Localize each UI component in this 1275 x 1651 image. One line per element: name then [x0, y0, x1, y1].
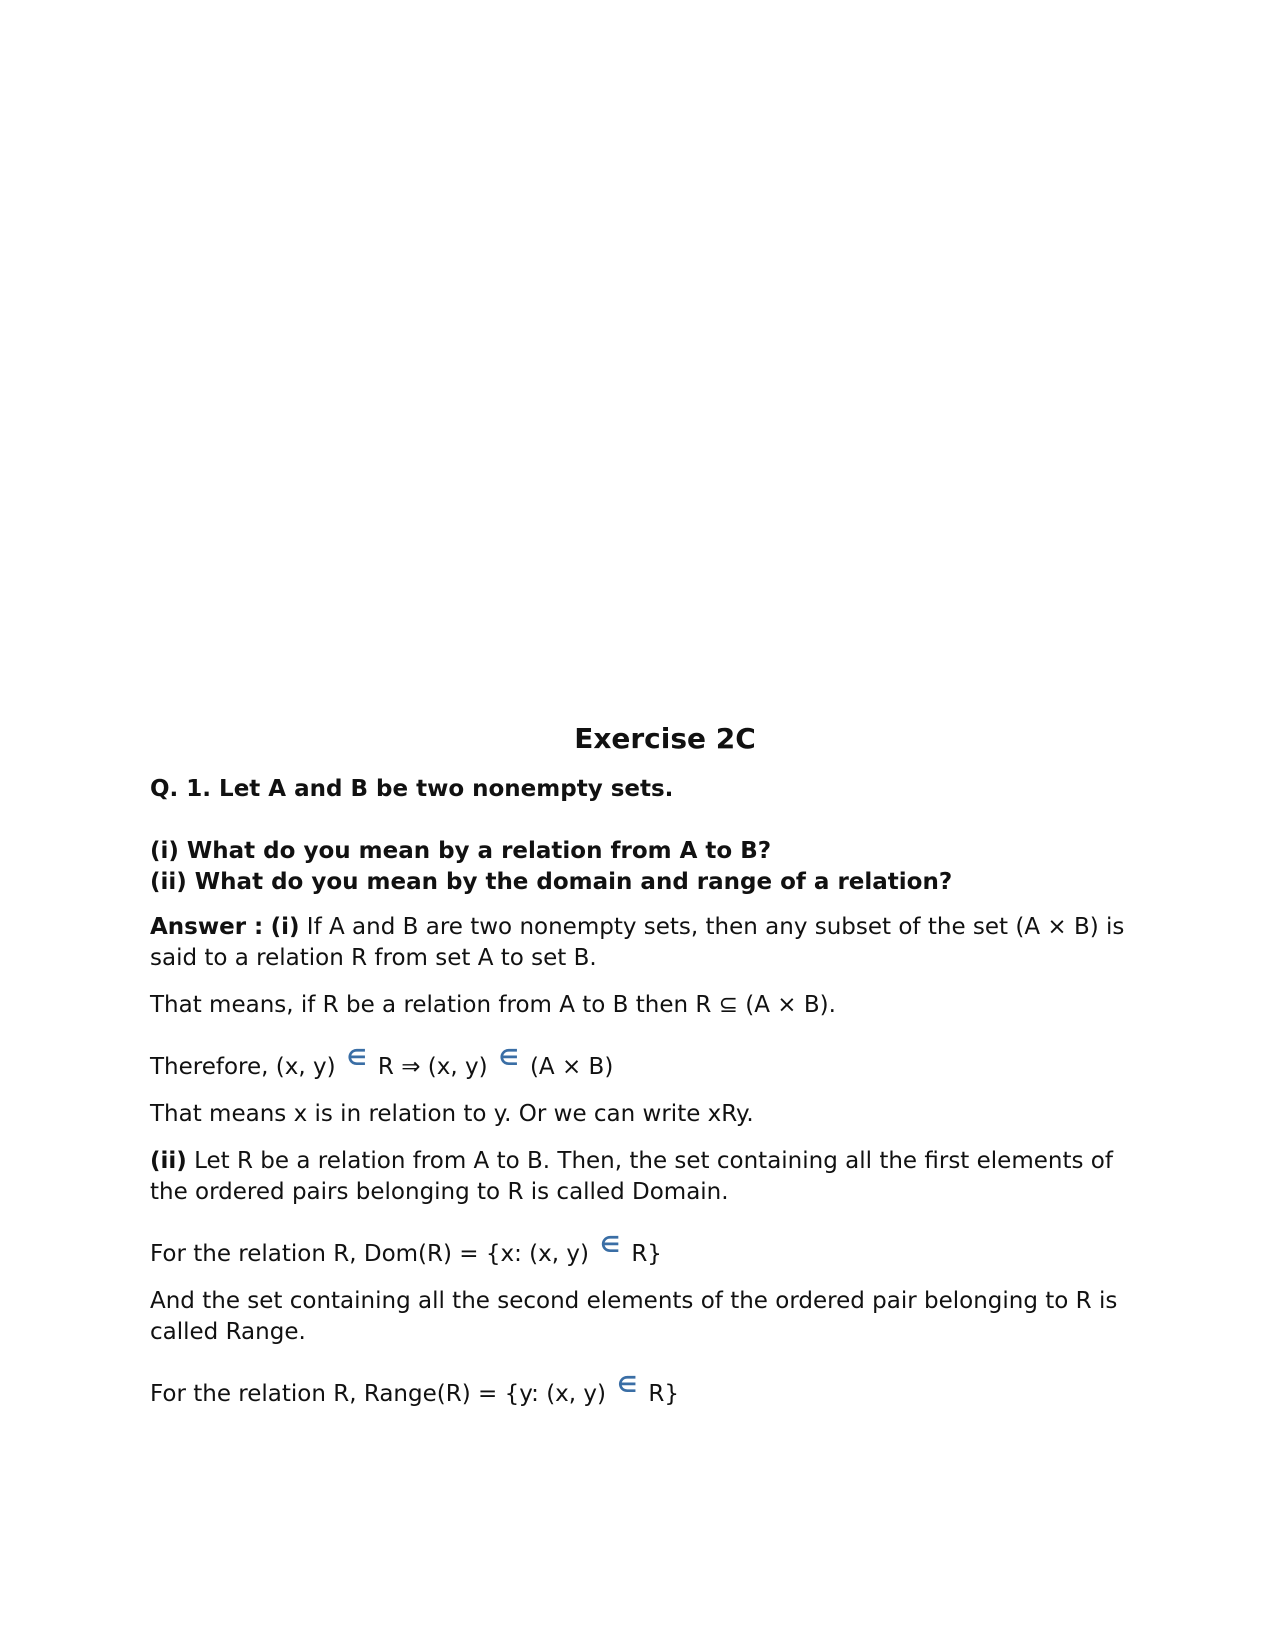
element-of-icon: ∈	[600, 1233, 621, 1258]
range-text: And the set containing all the second elements of the ordered pair belonging to R is called Range.	[150, 1288, 1118, 1345]
range-text-a: For the relation R, Range(R) = {y: (x, y)	[150, 1381, 607, 1407]
therefore-text-a: Therefore, (x, y)	[150, 1054, 336, 1080]
question-part-1: (i) What do you mean by a relation from A to B?	[150, 838, 772, 864]
exercise-title: Exercise 2C	[574, 722, 756, 755]
range-definition	[150, 1373, 1140, 1410]
domain-definition	[150, 1233, 1140, 1270]
answer-part-2-label: (ii)	[150, 1148, 187, 1174]
document-content	[150, 722, 1140, 1426]
answer-label: Answer :	[150, 914, 264, 940]
domain-text-b: R}	[631, 1241, 662, 1267]
range-text-b: R}	[648, 1381, 679, 1407]
answer-therefore-line	[150, 1046, 1140, 1083]
element-of-icon: ∈	[498, 1046, 519, 1071]
answer-xry-line: That means x is in relation to y. Or we can write xRy.	[150, 1101, 754, 1127]
answer-part-1	[150, 912, 1140, 974]
answer-part-2-text: Let R be a relation from A to B. Then, the set containing all the first elements of the ordered pairs belonging to R is called Domain.	[150, 1148, 1113, 1205]
question-part-2: (ii) What do you mean by the domain and range of a relation?	[150, 869, 953, 895]
answer-part-1-text: If A and B are two nonempty sets, then any subset of the set (A × B) is said to a relation R from set A to set B.	[150, 914, 1125, 971]
answer-part-2	[150, 1146, 1140, 1208]
element-of-icon: ∈	[617, 1373, 638, 1398]
element-of-icon: ∈	[346, 1046, 367, 1071]
answer-part-1-label: (i)	[270, 914, 300, 940]
therefore-text-c: (A × B)	[529, 1054, 614, 1080]
answer-subset-line: That means, if R be a relation from A to B then R ⊆ (A × B).	[150, 992, 836, 1018]
therefore-text-b: R ⇒ (x, y)	[377, 1054, 488, 1080]
question-heading: Q. 1. Let A and B be two nonempty sets.	[150, 776, 674, 802]
domain-text-a: For the relation R, Dom(R) = {x: (x, y)	[150, 1241, 589, 1267]
